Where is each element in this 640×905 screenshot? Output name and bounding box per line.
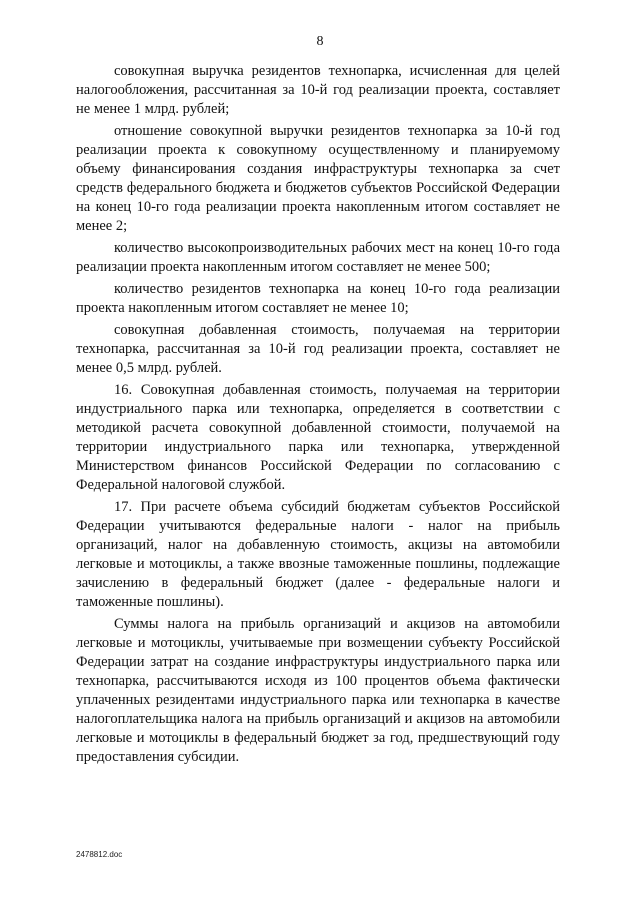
document-body xyxy=(76,62,560,770)
paragraph-residents-count: количество резидентов технопарка на конец 10-го года реализации проекта накопленным итогом составляет не менее 10; xyxy=(76,281,560,316)
paragraph-revenue: совокупная выручка резидентов технопарка, исчисленная для целей налогообложения, рассчитанная за 10-й год реализации проекта, составляет не менее 1 млрд. рублей; xyxy=(76,63,560,117)
paragraph-revenue-ratio: отношение совокупной выручки резидентов технопарка за 10-й год реализации проекта к совокупному осуществленному и планируемому объему финансирования создания инфраструктуры технопарка за счет средств федерального бюджета и бюджетов субъектов Российской Федерации на конец 10-го года реализации проекта накопленным итогом составляет не менее 2; xyxy=(76,123,560,234)
paragraph-workplaces: количество высокопроизводительных рабочих мест на конец 10-го года реализации проекта накопленным итогом составляет не менее 500; xyxy=(76,240,560,275)
paragraph-tax-amounts: Суммы налога на прибыль организаций и акцизов на автомобили легковые и мотоциклы, учитываемые при возмещении субъекту Российской Федерации затрат на создание инфраструктуры индустриального парка или технопарка, рассчитываются исходя из 100 процентов объема фактически уплаченных резидентами индустриального парка или технопарка в качестве налогоплательщика налога на прибыль организаций и акцизов на автомобили легковые и мотоциклы в федеральный бюджет за год, предшествующий году предоставления субсидии. xyxy=(76,616,560,765)
paragraph-added-value: совокупная добавленная стоимость, получаемая на территории технопарка, рассчитанная за 10-й год реализации проекта, составляет не менее 0,5 млрд. рублей. xyxy=(76,322,560,376)
page-number: 8 xyxy=(316,34,324,49)
footer-filename: 2478812.doc xyxy=(76,850,123,859)
paragraph-item-17: 17. При расчете объема субсидий бюджетам субъектов Российской Федерации учитываются федеральные налоги - налог на прибыль организаций, налог на добавленную стоимость, акцизы на автомобили легковые и мотоциклы, а также ввозные таможенные пошлины, подлежащие зачислению в федеральный бюджет (далее - федеральные налоги и таможенные пошлины). xyxy=(76,499,560,610)
paragraph-item-16: 16. Совокупная добавленная стоимость, получаемая на территории индустриального парка или технопарка, определяется в соответствии с методикой расчета совокупной добавленной стоимости, получаемой на территории индустриального парка или технопарка, утвержденной Министерством финансов Российской Федерации по согласованию с Федеральной налоговой службой. xyxy=(76,382,560,493)
